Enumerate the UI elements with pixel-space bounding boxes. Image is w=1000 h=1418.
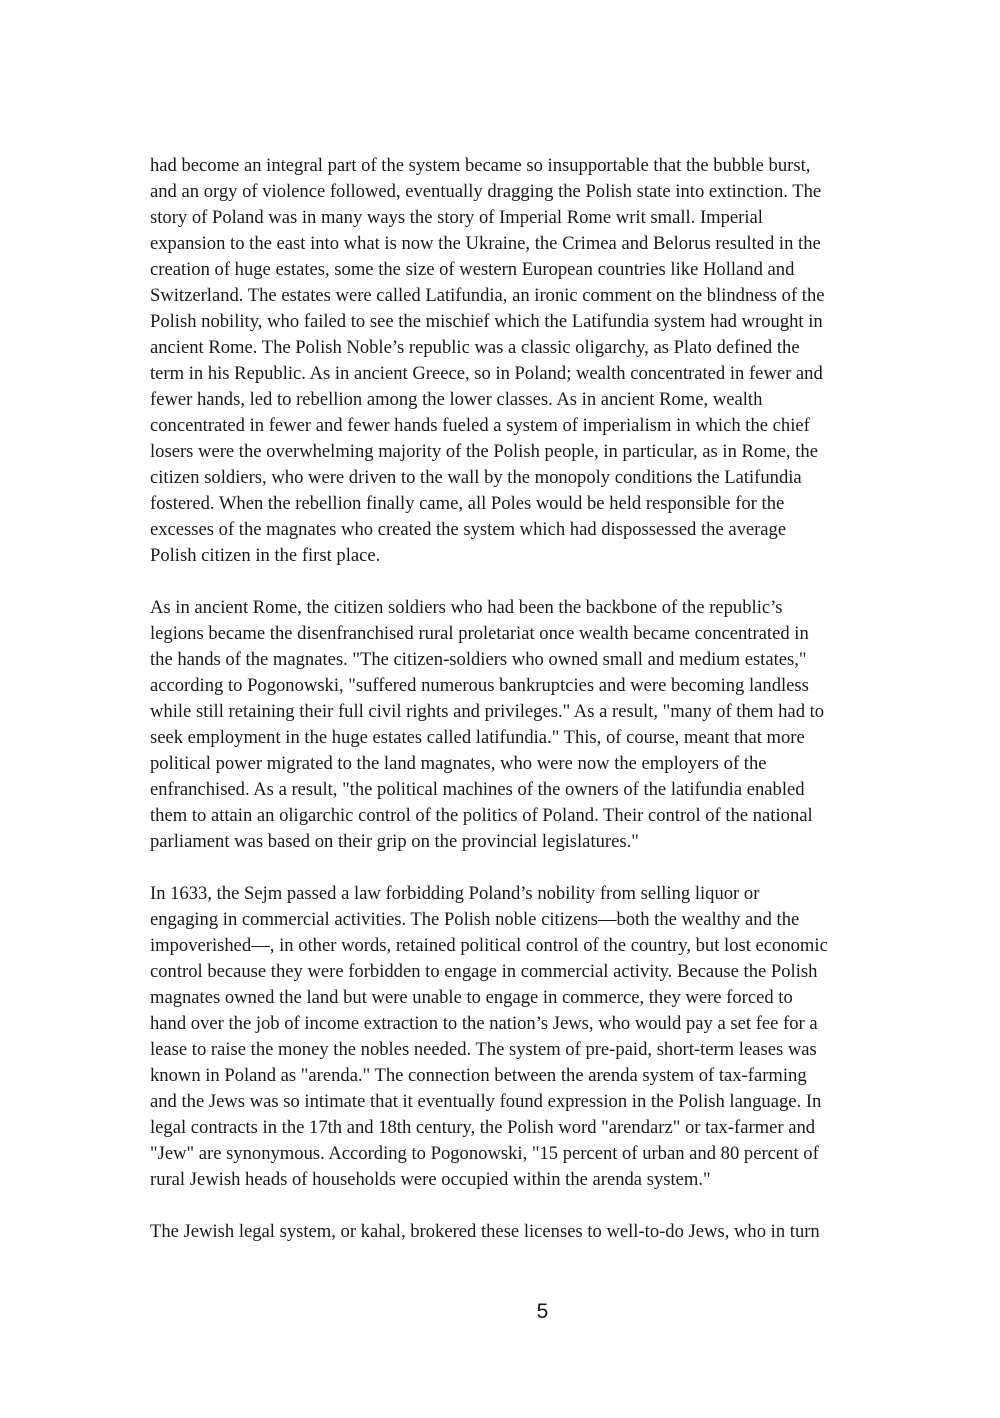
paragraph-3	[150, 881, 895, 1193]
text-line: the hands of the magnates. "The citizen-soldiers who owned small and medium estates,"	[150, 649, 807, 670]
text-line: while still retaining their full civil rights and privileges." As a result, "many of them had to	[150, 701, 825, 722]
text-line: "Jew" are synonymous. According to Pogonowski, "15 percent of urban and 80 percent of	[150, 1143, 819, 1164]
text-line: creation of huge estates, some the size of western European countries like Holland and	[150, 259, 795, 280]
text-line: according to Pogonowski, "suffered numerous bankruptcies and were becoming landless	[150, 675, 809, 696]
text-line: Switzerland. The estates were called Latifundia, an ironic comment on the blindness of the	[150, 285, 825, 306]
text-line: and an orgy of violence followed, eventually dragging the Polish state into extinction. The	[150, 181, 822, 202]
page-number: 5	[536, 1300, 549, 1323]
text-line: concentrated in fewer and fewer hands fueled a system of imperialism in which the chief	[150, 415, 810, 436]
text-line: known in Poland as "arenda." The connection between the arenda system of tax-farming	[150, 1065, 807, 1086]
paragraph-2	[150, 595, 895, 855]
text-line: fewer hands, led to rebellion among the lower classes. As in ancient Rome, wealth	[150, 389, 763, 410]
text-line: rural Jewish heads of households were occupied within the arenda system."	[150, 1169, 711, 1190]
text-line: parliament was based on their grip on the provincial legislatures."	[150, 831, 639, 852]
text-line: ancient Rome. The Polish Noble’s republic was a classic oligarchy, as Plato defined the	[150, 337, 800, 358]
text-line: losers were the overwhelming majority of the Polish people, in particular, as in Rome, the	[150, 441, 818, 462]
text-line: them to attain an oligarchic control of the politics of Poland. Their control of the national	[150, 805, 813, 826]
text-line: The Jewish legal system, or kahal, brokered these licenses to well-to-do Jews, who in turn	[150, 1221, 820, 1242]
text-line: Polish citizen in the first place.	[150, 545, 381, 566]
text-line: story of Poland was in many ways the story of Imperial Rome writ small. Imperial	[150, 207, 763, 228]
text-line: expansion to the east into what is now the Ukraine, the Crimea and Belorus resulted in the	[150, 233, 821, 254]
text-line: fostered. When the rebellion finally came, all Poles would be held responsible for the	[150, 493, 785, 514]
text-line: enfranchised. As a result, "the political machines of the owners of the latifundia enabled	[150, 779, 805, 800]
text-line: Polish nobility, who failed to see the mischief which the Latifundia system had wrought in	[150, 311, 823, 332]
text-line: citizen soldiers, who were driven to the wall by the monopoly conditions the Latifundia	[150, 467, 802, 488]
text-line: excesses of the magnates who created the system which had dispossessed the average	[150, 519, 787, 540]
paragraph-1	[150, 153, 895, 569]
text-line: term in his Republic. As in ancient Greece, so in Poland; wealth concentrated in fewer and	[150, 363, 823, 384]
text-line: and the Jews was so intimate that it eventually found expression in the Polish language. In	[150, 1091, 822, 1112]
text-line: seek employment in the huge estates called latifundia." This, of course, meant that more	[150, 727, 805, 748]
text-line: legal contracts in the 17th and 18th century, the Polish word "arendarz" or tax-farmer and	[150, 1117, 816, 1138]
text-line: As in ancient Rome, the citizen soldiers who had been the backbone of the republic’s	[150, 597, 783, 618]
body-text	[150, 153, 895, 1245]
text-line: control because they were forbidden to engage in commercial activity. Because the Polish	[150, 961, 818, 982]
text-line: lease to raise the money the nobles needed. The system of pre-paid, short-term leases was	[150, 1039, 817, 1060]
text-line: legions became the disenfranchised rural proletariat once wealth became concentrated in	[150, 623, 809, 644]
paragraph-4	[150, 1219, 895, 1245]
text-line: had become an integral part of the system became so insupportable that the bubble burst,	[150, 155, 811, 176]
text-line: political power migrated to the land magnates, who were now the employers of the	[150, 753, 767, 774]
text-line: impoverished—, in other words, retained political control of the country, but lost economic	[150, 935, 828, 956]
text-line: In 1633, the Sejm passed a law forbidding Poland’s nobility from selling liquor or	[150, 883, 760, 904]
text-line: magnates owned the land but were unable to engage in commerce, they were forced to	[150, 987, 793, 1008]
text-line: hand over the job of income extraction to the nation’s Jews, who would pay a set fee for a	[150, 1013, 818, 1034]
text-line: engaging in commercial activities. The Polish noble citizens—both the wealthy and the	[150, 909, 800, 930]
